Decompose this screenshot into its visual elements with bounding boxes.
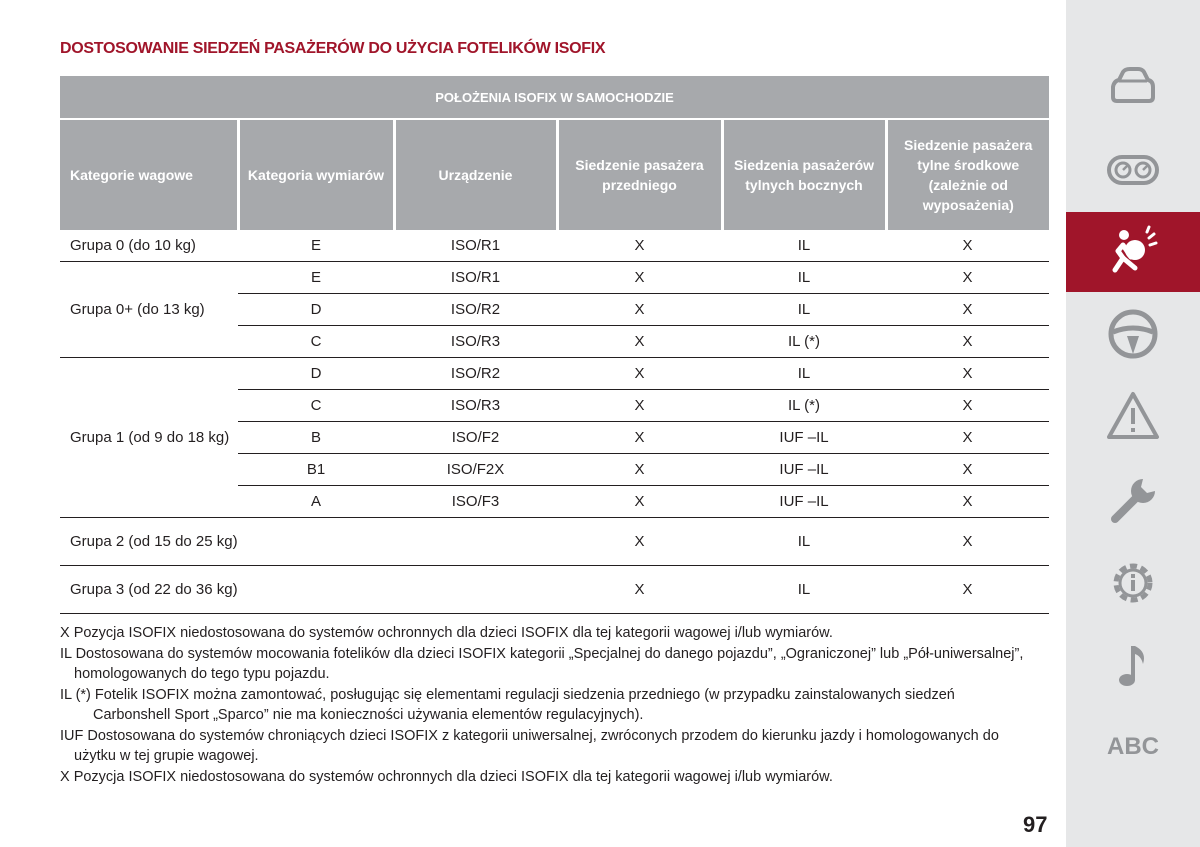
legend-line: użytku w tej grupie wagowej. (74, 748, 259, 764)
sidebar-item-multimedia[interactable] (1066, 626, 1200, 706)
rear-side-cell: IL (722, 358, 886, 390)
size-category-cell (238, 518, 394, 566)
rear-center-cell: X (886, 518, 1049, 566)
front-seat-cell: X (557, 566, 722, 614)
size-category-cell: D (238, 294, 394, 326)
device-cell: ISO/R2 (394, 294, 557, 326)
header-weight-category: Kategorie wagowe (60, 119, 238, 230)
size-category-cell: C (238, 326, 394, 358)
page-title: DOSTOSOWANIE SIEDZEŃ PASAŻERÓW DO UŻYCIA FOTELIKÓW ISOFIX (60, 40, 606, 57)
front-seat-cell: X (557, 262, 722, 294)
page-number: 97 (1023, 812, 1048, 837)
sidebar-item-warnings[interactable] (1066, 377, 1200, 457)
weight-group-cell: Grupa 2 (od 15 do 25 kg) (60, 518, 238, 566)
table-caption: POŁOŻENIA ISOFIX W SAMOCHODZIE (60, 76, 1049, 119)
rear-side-cell: IL (722, 230, 886, 262)
front-seat-cell: X (557, 294, 722, 326)
sidebar-item-maintenance[interactable] (1066, 461, 1200, 541)
rear-side-cell: IL (722, 294, 886, 326)
legend-line: IL (*) Fotelik ISOFIX można zamontować, posługując się elementami regulacji siedzenia przedniego (w przypadku zainstalowanych siedzeń (60, 686, 955, 703)
rear-center-cell: X (886, 422, 1049, 454)
wrench-icon (1105, 473, 1161, 529)
device-cell: ISO/R2 (394, 358, 557, 390)
weight-group-cell: Grupa 0+ (do 13 kg) (60, 262, 238, 358)
weight-group-cell: Grupa 3 (od 22 do 36 kg) (60, 566, 238, 614)
isofix-table (60, 76, 1049, 614)
rear-center-cell: X (886, 454, 1049, 486)
rear-side-cell: IL (*) (722, 390, 886, 422)
sidebar-item-index[interactable]: ABC (1107, 733, 1159, 760)
header-rear-side-seats: Siedzenia pasażerów tylnych bocznych (722, 119, 886, 230)
device-cell: ISO/R3 (394, 326, 557, 358)
music-note-icon (1105, 638, 1161, 694)
device-cell: ISO/R1 (394, 262, 557, 294)
front-seat-cell: X (557, 390, 722, 422)
rear-side-cell: IL (722, 566, 886, 614)
header-device: Urządzenie (394, 119, 557, 230)
table-caption-row (60, 76, 1049, 119)
legend-line: IL Dostosowana do systemów mocowania fotelików dla dzieci ISOFIX kategorii „Specjalnej do danego pojazdu”, „Ograniczonej” lub „Pół-uniwersalnej”, (60, 645, 1024, 662)
front-seat-cell: X (557, 326, 722, 358)
size-category-cell: B1 (238, 454, 394, 486)
table-row (60, 262, 1049, 294)
rear-side-cell: IL (722, 262, 886, 294)
front-seat-cell: X (557, 230, 722, 262)
steering-wheel-icon (1105, 306, 1161, 362)
sidebar-item-car[interactable] (1066, 47, 1200, 127)
device-cell: ISO/R1 (394, 230, 557, 262)
size-category-cell: A (238, 486, 394, 518)
table-row (60, 518, 1049, 566)
device-cell: ISO/F2 (394, 422, 557, 454)
sidebar-item-safety[interactable] (1066, 212, 1200, 292)
device-cell: ISO/F3 (394, 486, 557, 518)
size-category-cell: D (238, 358, 394, 390)
legend-line: X Pozycja ISOFIX niedostosowana do systemów ochronnych dla dzieci ISOFIX dla tej kategorii wagowej i/lub wymiarów. (60, 625, 833, 641)
rear-center-cell: X (886, 358, 1049, 390)
rear-center-cell: X (886, 230, 1049, 262)
rear-side-cell: IL (*) (722, 326, 886, 358)
table-row (60, 358, 1049, 390)
rear-side-cell: IL (722, 518, 886, 566)
header-front-passenger-seat: Siedzenie pasażera przedniego (557, 119, 722, 230)
rear-center-cell: X (886, 294, 1049, 326)
car-icon (1105, 59, 1161, 115)
size-category-cell: E (238, 230, 394, 262)
airbag-passenger-icon (1105, 224, 1161, 280)
header-rear-center-seat: Siedzenie pasażera tylne środkowe (zależnie od wyposażenia) (886, 119, 1049, 230)
sidebar-item-technical-data[interactable] (1066, 543, 1200, 623)
size-category-cell: C (238, 390, 394, 422)
device-cell (394, 518, 557, 566)
device-cell: ISO/R3 (394, 390, 557, 422)
warning-triangle-icon (1105, 389, 1161, 445)
device-cell (394, 566, 557, 614)
front-seat-cell: X (557, 518, 722, 566)
legend-line: Carbonshell Sport „Sparco” nie ma konieczności używania elementów regulacyjnych). (93, 707, 644, 723)
dashboard-icon (1105, 142, 1161, 198)
legend-line: IUF Dostosowana do systemów chroniących dzieci ISOFIX z kategorii uniwersalnej, zwróconych przodem do kierunku jazdy i homologowanych do (60, 727, 999, 744)
info-gear-icon (1105, 555, 1161, 611)
weight-group-cell: Grupa 1 (od 9 do 18 kg) (60, 358, 238, 518)
header-size-category: Kategoria wymiarów (238, 119, 394, 230)
rear-side-cell: IUF –IL (722, 454, 886, 486)
device-cell: ISO/F2X (394, 454, 557, 486)
size-category-cell (238, 566, 394, 614)
rear-center-cell: X (886, 486, 1049, 518)
table-row (60, 566, 1049, 614)
legend-line: homologowanych do tego typu pojazdu. (74, 666, 330, 682)
legend-line: X Pozycja ISOFIX niedostosowana do systemów ochronnych dla dzieci ISOFIX dla tej kategorii wagowej i/lub wymiarów. (60, 768, 833, 785)
rear-side-cell: IUF –IL (722, 422, 886, 454)
rear-center-cell: X (886, 326, 1049, 358)
sidebar-nav (1066, 0, 1200, 847)
table-row (60, 230, 1049, 262)
rear-center-cell: X (886, 566, 1049, 614)
rear-center-cell: X (886, 390, 1049, 422)
weight-group-cell: Grupa 0 (do 10 kg) (60, 230, 238, 262)
rear-side-cell: IUF –IL (722, 486, 886, 518)
size-category-cell: E (238, 262, 394, 294)
front-seat-cell: X (557, 454, 722, 486)
sidebar-item-driving[interactable] (1066, 294, 1200, 374)
front-seat-cell: X (557, 422, 722, 454)
rear-center-cell: X (886, 262, 1049, 294)
front-seat-cell: X (557, 486, 722, 518)
table-header-row (60, 119, 1049, 230)
front-seat-cell: X (557, 358, 722, 390)
size-category-cell: B (238, 422, 394, 454)
sidebar-item-dashboard[interactable] (1066, 130, 1200, 210)
legend (60, 623, 1045, 787)
